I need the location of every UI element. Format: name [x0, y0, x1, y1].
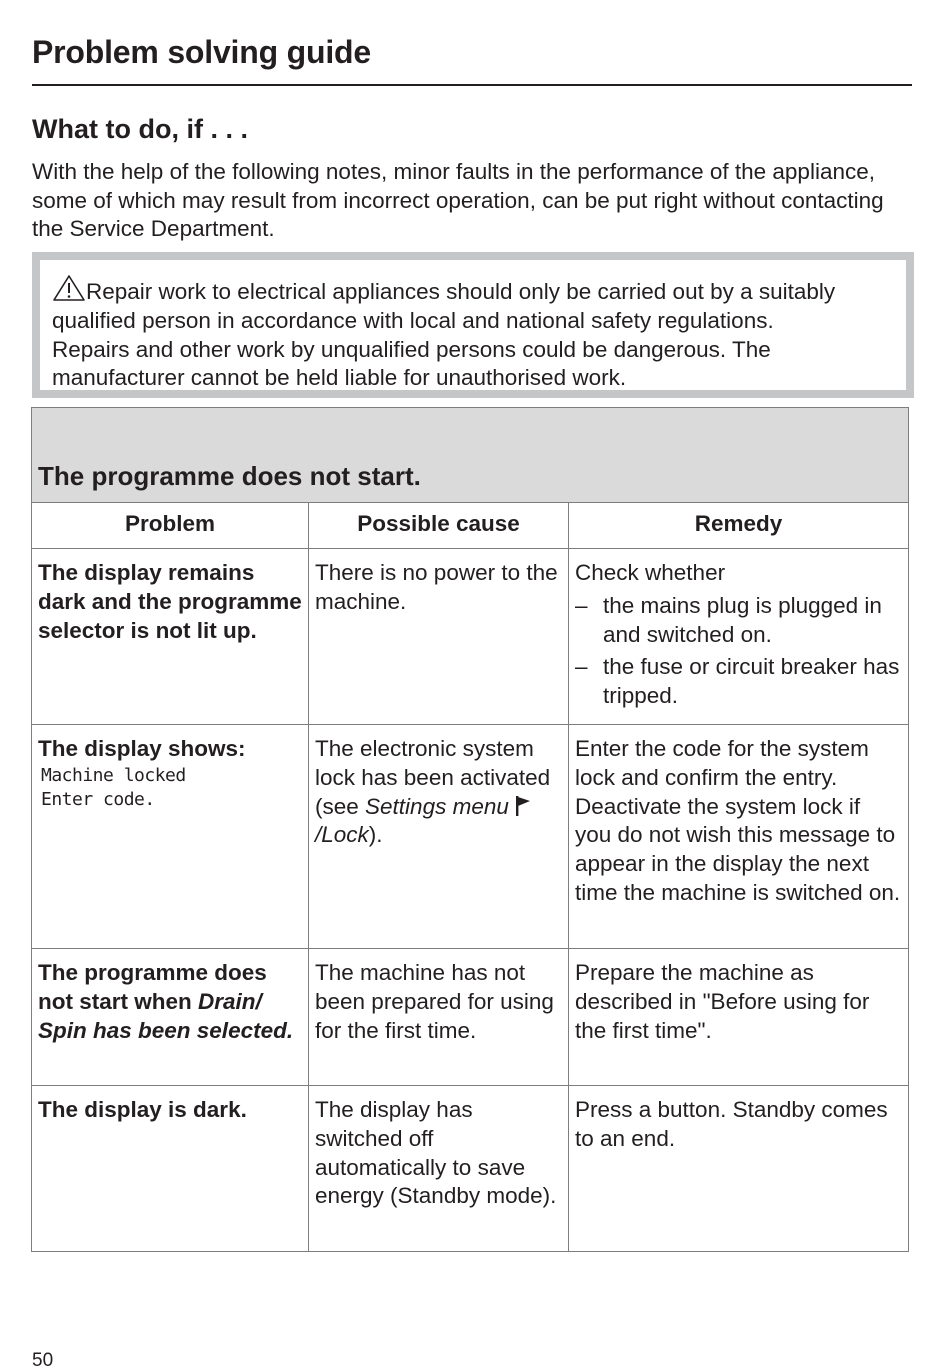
remedy-cell: Prepare the machine as described in "Before using for the first time".: [569, 949, 909, 1086]
warning-line: qualified person in accordance with local and national safety regulations.: [52, 307, 774, 333]
warning-box: [32, 252, 914, 398]
table-heading-row: [32, 408, 909, 503]
warning-line: Repair work to electrical appliances should only be carried out by a suitably: [86, 279, 836, 304]
problem-text: The display shows:: [38, 736, 246, 761]
remedy-list-item: – the fuse or circuit breaker has tripped.: [575, 653, 902, 711]
table-row: [32, 1086, 909, 1252]
display-message-line: Machine locked: [41, 764, 186, 786]
remedy-cell: [569, 549, 909, 725]
table-row: [32, 949, 909, 1086]
page-number: 50: [32, 1350, 54, 1371]
title-divider: [32, 84, 912, 86]
cause-cell: The display has switched off automatically to save energy (Standby mode).: [309, 1086, 569, 1252]
problem-cell: The display remains dark and the programme selector is not lit up.: [32, 549, 309, 725]
remedy-list-item: – the mains plug is plugged in and switched on.: [575, 592, 902, 650]
flag-icon: [515, 795, 531, 817]
cause-text: The electronic system lock has been activated (see: [315, 736, 551, 819]
problem-text: The programme does not start when: [38, 960, 267, 1014]
table-row: [32, 725, 909, 949]
section-heading: What to do, if . . .: [32, 114, 248, 144]
problem-cell: The display is dark.: [32, 1086, 309, 1252]
problem-cell: [32, 949, 309, 1086]
table-heading: The programme does not start.: [32, 408, 909, 503]
column-header-remedy: Remedy: [569, 503, 909, 549]
remedy-cell: Press a button. Standby comes to an end.: [569, 1086, 909, 1252]
warning-line: Repairs and other work by unqualified persons could be dangerous. The: [52, 336, 771, 362]
page-title: Problem solving guide: [32, 34, 371, 70]
warning-triangle-icon: [52, 274, 86, 302]
column-header-cause: Possible cause: [309, 503, 569, 549]
troubleshooting-table: [31, 407, 909, 1252]
remedy-list: [575, 592, 902, 711]
cause-cell: There is no power to the machine.: [309, 549, 569, 725]
warning-text: [52, 274, 912, 393]
cause-cell: [309, 725, 569, 949]
settings-menu-reference: Settings menu: [365, 793, 509, 819]
intro-paragraph: With the help of the following notes, minor faults in the performance of the appliance, some of which may result from incorrect operation, can be put right without contacting the Service Department.: [32, 159, 884, 241]
remedy-intro: Check whether: [575, 560, 726, 585]
lock-reference: /Lock: [315, 822, 369, 848]
cause-text-end: ).: [368, 822, 383, 848]
column-header-row: [32, 503, 909, 549]
display-message-line: Enter code.: [41, 788, 155, 810]
problem-cell: [32, 725, 309, 949]
warning-line: manufacturer cannot be held liable for unauthorised work.: [52, 365, 627, 391]
table-row: [32, 549, 909, 725]
column-header-problem: Problem: [32, 503, 309, 549]
remedy-cell: Enter the code for the system lock and confirm the entry. Deactivate the system lock if you do not wish this message to appear in the display the next time the machine is switched on.: [569, 725, 909, 949]
cause-cell: The machine has not been prepared for using for the first time.: [309, 949, 569, 1086]
drain-spin-reference: Drain/ Spin has been selected.: [38, 988, 294, 1043]
